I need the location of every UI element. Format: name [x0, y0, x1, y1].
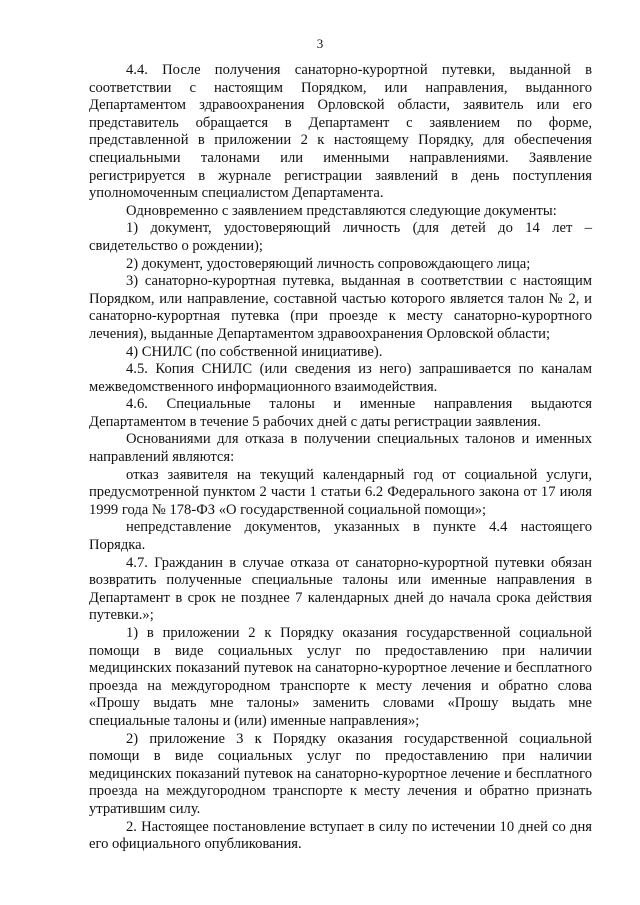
- amendment-item-2: 2) приложение 3 к Порядку оказания государственной социальной помощи в виде социальных услуг по предоставлению при наличии медицинских показаний путевок на санаторно-курортное лечение и бесплатного проезда на междугородном транспорте к месту лечения и обратно признать утратившим силу.: [89, 730, 592, 817]
- list-item-4: 4) СНИЛС (по собственной инициативе).: [126, 343, 383, 360]
- paragraph-refusal-grounds: Основаниями для отказа в получении специальных талонов и именных направлений являются:: [89, 431, 592, 466]
- paragraph-4-4: 4.4. После получения санаторно-курортной путевки, выданной в соответствии с настоящим Порядком, или направления, выданного Департаментом здравоохранения Орловской области, заявитель или его представитель обращается в Департамент с заявлением по форме, представленной в приложении 2 к настоящему Порядку, для обеспечения специальными талонами или именными направлениями. Заявление регистрируется в журнале регистрации заявлений в день поступления уполномоченным специалистом Департамента.: [89, 62, 592, 202]
- list-item-2: 2) документ, удостоверяющий личность сопровождающего лица;: [126, 255, 531, 272]
- refusal-ground-2: непредставление документов, указанных в пункте 4.4 настоящего Порядка.: [89, 519, 592, 554]
- refusal-ground-1: отказ заявителя на текущий календарный год от социальной услуги, предусмотренной пунктом 2 части 1 статьи 6.2 Федерального закона от 17 июля 1999 года № 178-ФЗ «О государственной социальной помощи»;: [89, 466, 592, 518]
- paragraph-4-7: 4.7. Гражданин в случае отказа от санаторно-курортной путевки обязан возвратить полученные специальные талоны или именные направления в Департамент в срок не позднее 7 календарных дней до начала срока действия путевки.»;: [89, 554, 592, 624]
- document-body: [89, 62, 592, 854]
- paragraph-2-effective: 2. Настоящее постановление вступает в силу по истечении 10 дней со дня его официального опубликования.: [89, 818, 592, 853]
- list-item-3: 3) санаторно-курортная путевка, выданная в соответствии с настоящим Порядком, или направление, составной частью которого является талон № 2, и санаторно-курортная путевка (при проезде к месту санаторно-курортного лечения), выданные Департаментом здравоохранения Орловской области;: [89, 273, 592, 342]
- amendment-item-1: 1) в приложении 2 к Порядку оказания государственной социальной помощи в виде социальных услуг по предоставлению при наличии медицинских показаний путевок на санаторно-курортное лечение и бесплатного проезда на междугородном транспорте к месту лечения и обратно слова «Прошу выдать мне талоны» заменить словами «Прошу выдать мне специальные талоны и (или) именные направления»;: [89, 625, 592, 729]
- paragraph-documents-intro: Одновременно с заявлением представляются следующие документы:: [126, 202, 557, 219]
- page-number: 3: [316, 36, 324, 51]
- paragraph-4-6: 4.6. Специальные талоны и именные направления выдаются Департаментом в течение 5 рабочих дней с даты регистрации заявления.: [89, 396, 592, 430]
- paragraph-4-5: 4.5. Копия СНИЛС (или сведения из него) запрашивается по каналам межведомственного информационного взаимодействия.: [89, 361, 592, 395]
- list-item-1: 1) документ, удостоверяющий личность (для детей до 14 лет – свидетельство о рождении);: [89, 220, 592, 254]
